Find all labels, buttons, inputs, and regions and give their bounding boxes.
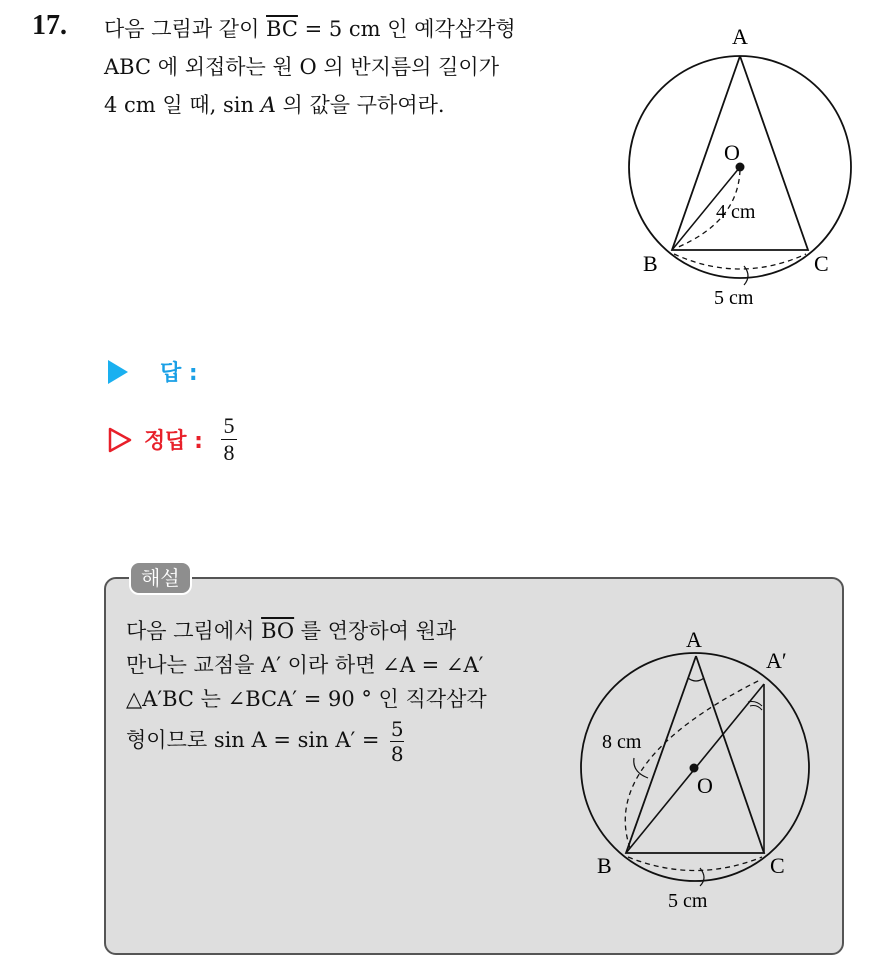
side-label: 5 cm (714, 287, 754, 309)
explanation-line-4: 형이므로 sin A = sin A′ = $\frac{5}{8}$ (126, 717, 404, 766)
vertex-label-c-2: C (770, 853, 785, 878)
diameter-pointer (634, 758, 648, 778)
angle-mark-a2-inner (750, 706, 762, 711)
triangle-abc-2 (626, 656, 764, 853)
explanation-line-1: 다음 그림에서 $\overline{BO}$ 를 연장하여 원과 (126, 619, 457, 643)
center-label-o: O (724, 140, 740, 165)
explanation-fraction: $\frac{5}{8}$ (390, 717, 404, 766)
angle-mark-a (688, 678, 704, 681)
answer-row (108, 356, 198, 387)
segment-bc: $\overline{BC}$ (266, 17, 298, 41)
vertex-label-c: C (814, 251, 829, 276)
vertex-label-b-2: B (597, 853, 612, 878)
vertex-label-a-prime: A′ (766, 648, 787, 673)
question-number: 17. (32, 10, 67, 41)
center-label-o-2: O (697, 773, 713, 798)
explanation-figure (574, 626, 836, 918)
answer-fraction (221, 414, 237, 465)
explanation-tab: 해설 (129, 561, 192, 595)
diameter-label: 8 cm (602, 731, 642, 753)
correct-answer-label: 정답 : (144, 429, 203, 454)
explanation-text (126, 614, 566, 765)
outline-play-icon (108, 427, 132, 453)
play-icon (108, 360, 128, 384)
side-brace (674, 254, 806, 269)
question-line-2: ABC 에 외접하는 원 O 의 반지름의 길이가 (104, 55, 500, 79)
correct-answer-row (108, 414, 237, 465)
vertex-label-b: B (643, 251, 658, 276)
explanation-line-2: 만나는 교점을 A′ 이라 하면 ∠A = ∠A′ (126, 653, 484, 677)
explanation-line-3: △A′BC 는 ∠BCA′ = 90 ° 인 직각삼각 (126, 687, 487, 711)
triangle-figure (620, 20, 870, 315)
side-label-2: 5 cm (668, 890, 708, 912)
segment-bo: $\overline{BO}$ (261, 619, 295, 643)
vertex-label-a: A (732, 24, 748, 49)
vertex-label-a-2: A (686, 627, 702, 652)
center-dot-2 (690, 764, 699, 773)
question-line-1: 다음 그림과 같이 $\overline{BC} = 5$ cm 인 예각삼각형 (104, 17, 516, 41)
answer-numerator: 5 (223, 413, 235, 438)
question-text (104, 10, 624, 124)
answer-denominator: 8 (223, 440, 235, 465)
radius-label: 4 cm (716, 201, 756, 223)
answer-label: 답 : (160, 361, 198, 386)
side-brace-2 (628, 857, 762, 871)
question-line-3: 4 cm 일 때, sin A 의 값을 구하여라. (104, 93, 445, 117)
